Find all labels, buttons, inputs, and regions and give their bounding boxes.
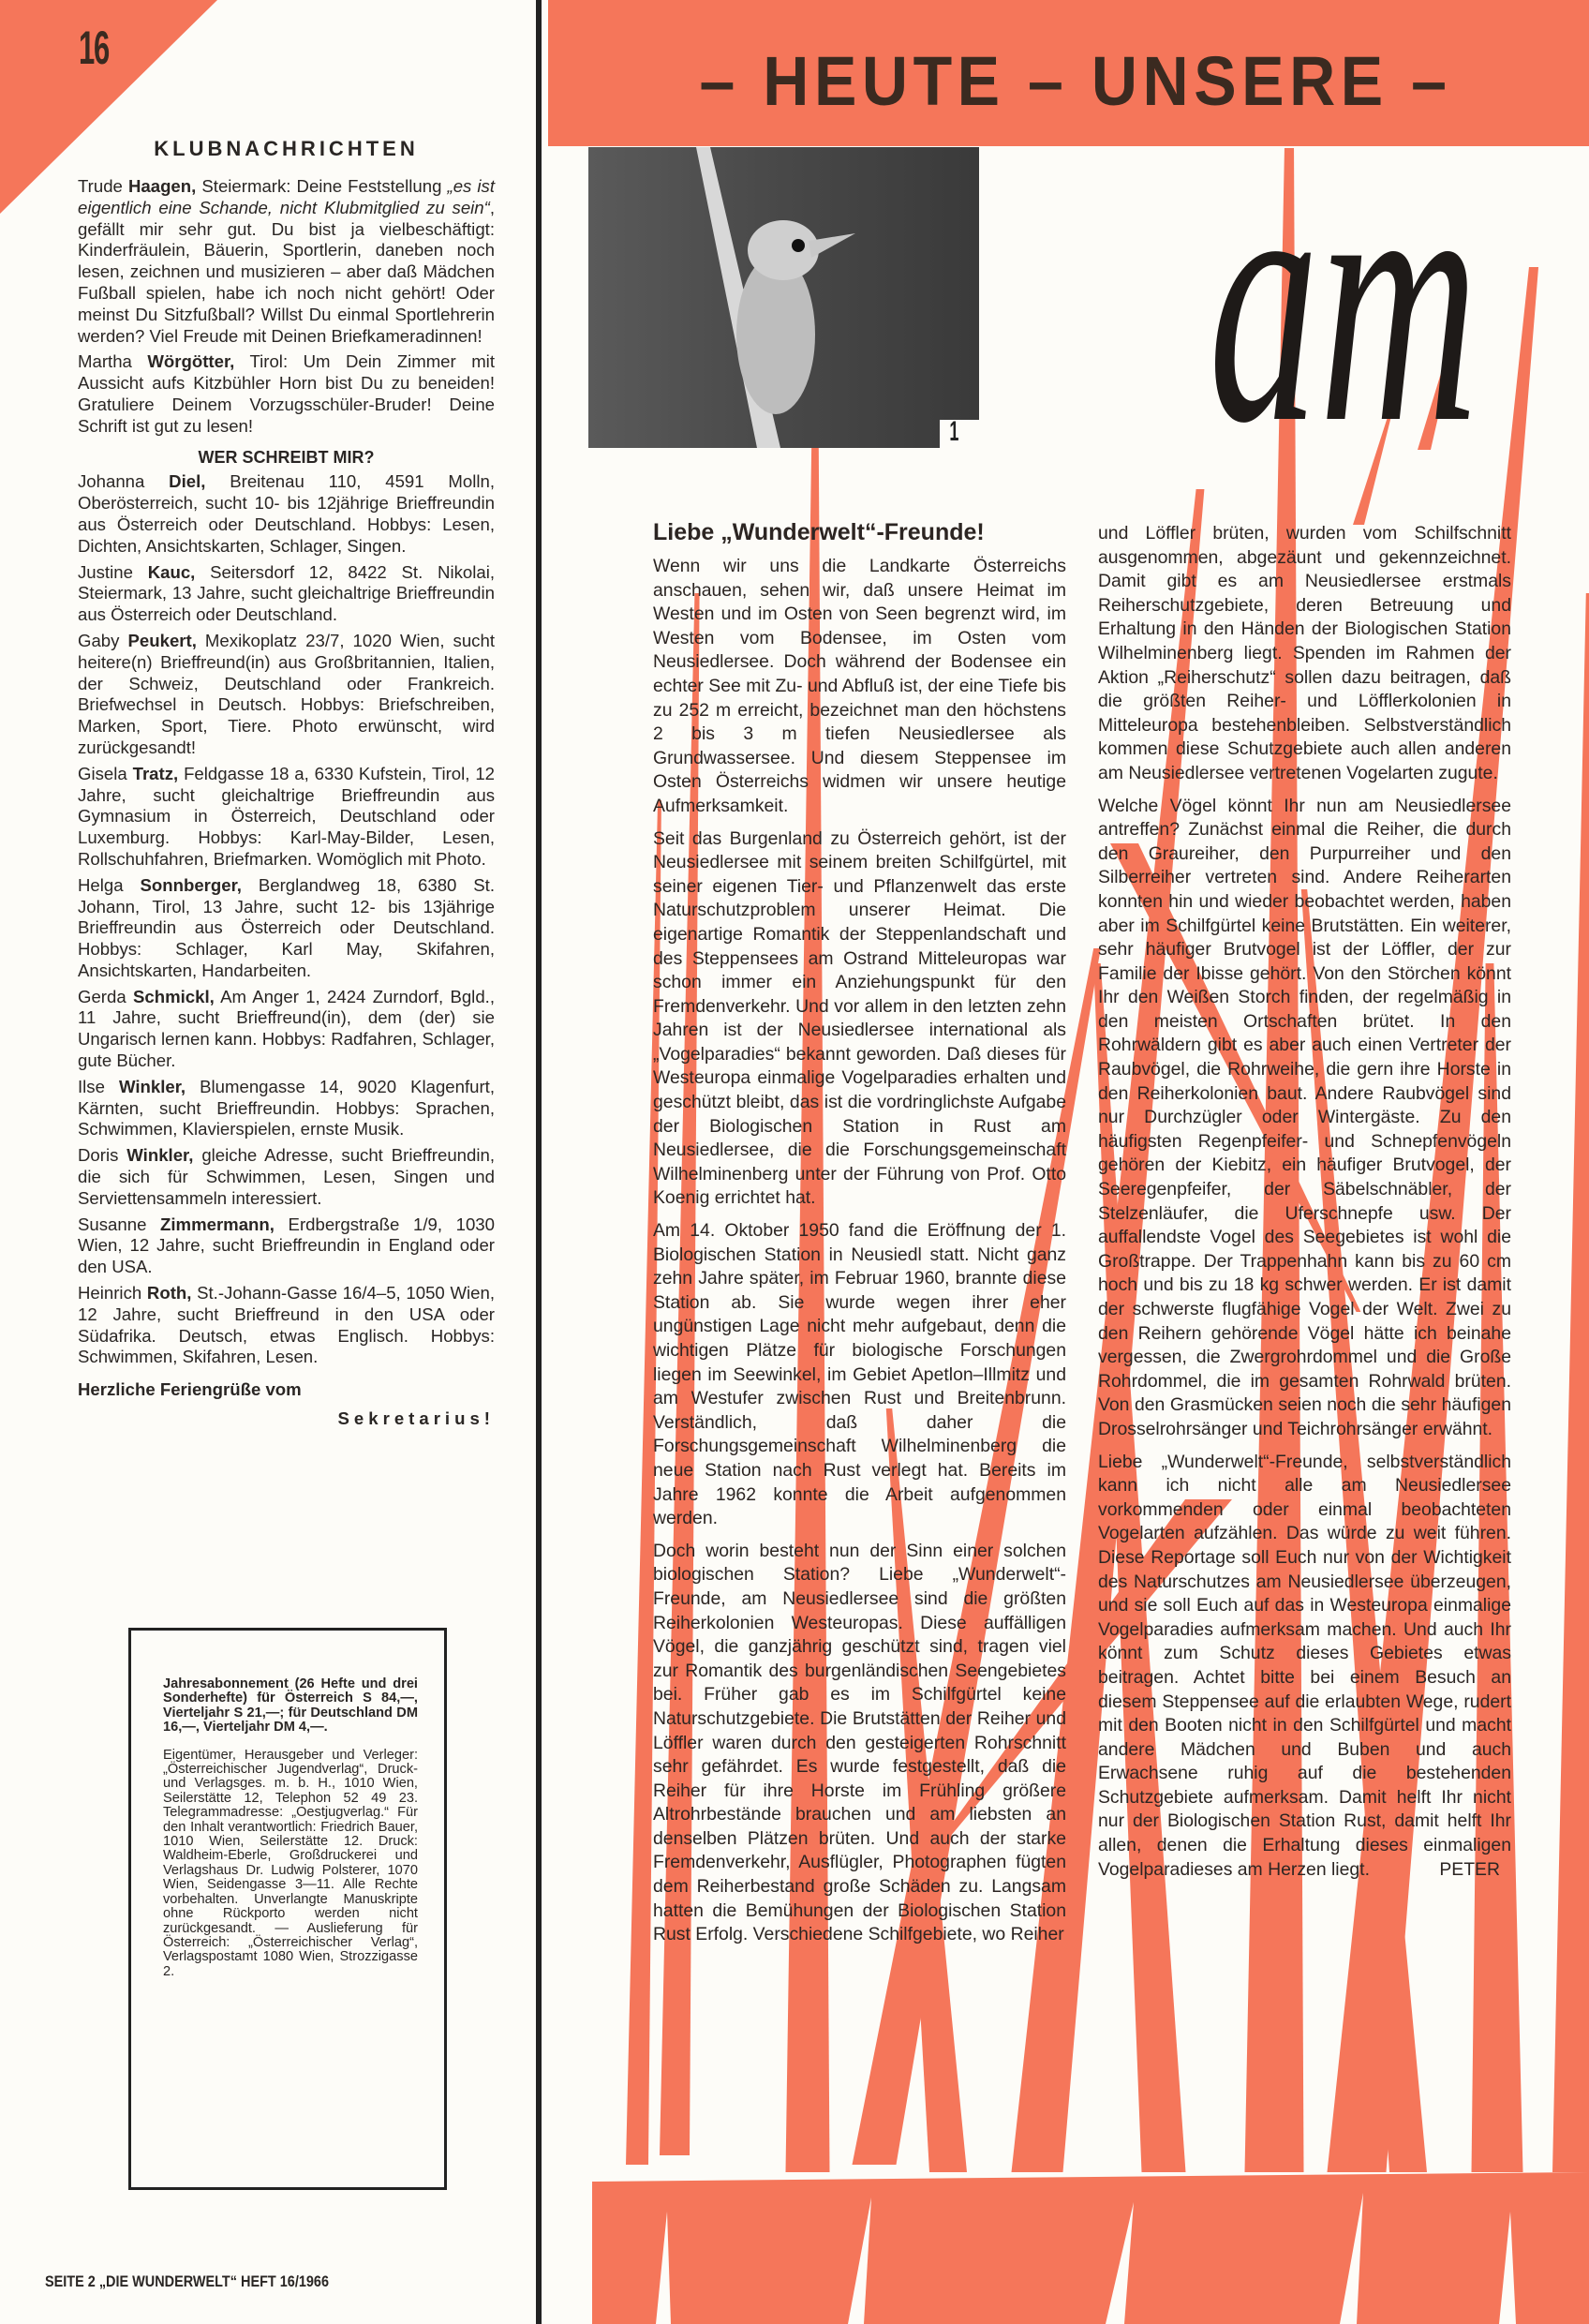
first-name: Helga	[78, 874, 124, 895]
paragraph-text: Am 14. Oktober 1950 fand die Eröffnung der 1. Biologischen Station in Neusiedl statt. Nicht ganz zehn Jahre später, im Februar 1960, brannte diese Station ab. Sie wurde wegen ihrer eher ungünstigen Lage nicht mehr aufgebaut, denn die wichtigen Plätze für biologische Forschungen liegen im Seewinkel, im Gebiet Apetlon–Illmitz und am Westufer zwischen Rust und Breitenbrunn. Verständlich, daß daher die Forschungsgemeinschaft Wilhelminenberg die neue Station nach Rust verlegt hat. Bereits im Jahre 1962 konnte die Arbeit aufgenommen werden.	[653, 1220, 1066, 1529]
last-name: Kauc,	[147, 561, 196, 582]
first-name: Johanna	[78, 471, 145, 492]
article-paragraph	[653, 1219, 1066, 1531]
first-name: Justine	[78, 561, 133, 582]
entry-text: Blumengasse 14, 9020 Klagenfurt, Kärnten, sucht Brieffreundin. Hobbys: Sprachen, Schwimmen, Klavierspielen, ernste Musik.	[78, 1076, 495, 1140]
article-paragraph	[1098, 1451, 1511, 1883]
last-name: Roth,	[146, 1283, 192, 1304]
penpal-entry	[78, 471, 495, 557]
first-name: Gerda	[78, 986, 126, 1006]
entry-text: Feldgasse 18 a, 6330 Kufstein, Tirol, 12 Jahre, sucht gleichaltrige Brieffreundin aus Gymnasium in Österreich, Deutschland oder Luxemburg. Hobbys: Karl-May-Bilder, Lesen, Rollschuhfahren, Briefmarken. Womöglich mit Photo.	[78, 763, 496, 869]
penpal-entry	[78, 1077, 495, 1140]
article-paragraph	[653, 1540, 1066, 1947]
penpal-heading: WER SCHREIBT MIR?	[198, 447, 375, 467]
entry-text: Breitenau 110, 4591 Molln, Oberösterreich, sucht 10- bis 12jährige Brieffreundin aus Österreich oder Deutschland. Hobbys: Lesen, Dichten, Ansichtskarten, Schlager, Singen.	[78, 471, 496, 556]
last-name: Diel,	[169, 471, 206, 492]
penpal-entry	[78, 1283, 495, 1368]
last-name: Winkler,	[118, 1076, 186, 1096]
paragraph-text: Seit das Burgenland zu Österreich gehört, ist der Neusiedlersee mit seinem breiten Schilfgürtel, mit seiner eigenen Tier- und Pflanzenwelt das erste Naturschutzproblem unserer Heimat. Die eigenartige Romantik der Steppenlandschaft und des Steppensees am Ostrand Mitteleuropas war schon immer ein Anziehungspunkt für den Fremdenverkehr. Und vor allem in den letzten zehn Jahren ist der Neusiedlersee international als „Vogelparadies“ bekannt geworden. Daß dieses für Westeuropa einmalige Vogelparadies erhalten und geschützt bleibt, das ist die vordringlichste Aufgabe der Biologischen Station in Rust am Neusiedlersee, die die Forschungsgemeinschaft Wilhelminenberg unter der Führung von Prof. Otto Koenig errichtet hat.	[653, 827, 1066, 1209]
first-name: Doris	[78, 1145, 119, 1166]
penpal-entry	[78, 875, 495, 982]
last-name: Tratz,	[132, 763, 179, 783]
article-column-1	[653, 555, 1066, 1956]
photo-caption: 1	[949, 416, 959, 447]
publisher-info: Eigentümer, Herausgeber und Verleger: „Österreichischer Jugendverlag“, Druck- und Verlagsges. m. b. H., 1010 Wien, Seilerstätte 12, Telephon 52 49 23. Telegrammadresse: „Oestjugverlag.“ Für den Inhalt verantwortlich: Friedrich Bauer, 1010 Wien, Seilerstätte 12. Druck: Waldheim-Eberle, Großdruckerei und Verlagshaus Dr. Ludwig Polsterer, 1070 Wien, Seidengasse 3—11. Alle Rechte vorbehalten. Unverlangte Manuskripte ohne Rückporto werden nicht zurückgesandt. — Auslieferung für Österreich: „Österreichischer Verlag“, Verlagspostamt 1080 Wien, Strozzigasse 2.	[163, 1747, 418, 1979]
first-name: Gaby	[78, 630, 120, 650]
club-news-column	[78, 176, 495, 1435]
page-number: 16	[79, 22, 110, 74]
penpal-entry	[78, 1145, 495, 1209]
last-name: Peukert,	[127, 630, 197, 650]
last-name: Sonnberger,	[140, 874, 242, 895]
penpal-entry	[78, 1214, 495, 1278]
paragraph-text: Welche Vögel könnt Ihr nun am Neusiedlersee antreffen? Zunächst einmal die Reiher, die durch den Graureiher, den Purpurreiher und den Silberreiher vertreten sind. Andere Reiherarten konnten hin und wieder beobachtet werden, haben aber im Schilfgürtel keine Brutstätten. Ein weiterer, sehr häufiger Brutvogel ist der Löffler, der zur Familie der Ibisse gehört. Von den Störchen könnt Ihr den Weißen Storch finden, der regelmäßig in den meisten Ortschaften brütet. In den Rohrwäldern gibt es aber auch einen Vertreter der Raubvögel, die Rohrweihe, die gern ihre Horste in den Reiherkolonien baut. Andere Raubvögel sind nur Durchzügler oder Wintergäste. Zu den häufigsten Regenpfeifer- und Schnepfenvögeln gehören der Kiebitz, ein häufiger Brutvogel, der Seeregenpfeifer, der Säbelschnäbler, der Stelzenläufer, die Uferschnepfe usw. Der auffallendste Vogel des Seegebietes ist wohl die Großtrappe. Der Trappenhahn kann bis zu 60 cm hoch und bis zu 18 kg schwer werden. Er ist damit der schwerste flugfähige Vogel der Welt. Zwei zu den Reihern gehörende Vögel hätte ich beinahe vergessen, die Zwergrohrdommel und die Große Rohrdommel, die im gesamten Rohrwald brüten. Von den Grasmücken seien noch die sehr häufigen Drosselrohrsänger und Teichrohrsänger erwähnt.	[1098, 795, 1511, 1439]
club-news-heading: KLUBNACHRICHTEN	[154, 137, 419, 160]
paragraph-text: Wenn wir uns die Landkarte Österreichs anschauen, sehen wir, daß unsere Heimat im Westen und im Osten von Seen begrenzt wird, im Westen vom Bodensee, im Osten vom Neusiedlersee. Doch während der Bodensee ein echter See mit Zu- und Abfluß ist, der eine Tiefe bis zu 252 m erreicht, bezeichnet man den höchstens 2 bis 3 m tiefen Neusiedlersee als Grundwassersee. Und diesem Steppensee im Osten Österreichs widmen wir unsere heutige Aufmerksamkeit.	[653, 556, 1066, 816]
paragraph-text: Doch worin besteht nun der Sinn einer solchen biologischen Station? Liebe „Wunderwelt“-Freunde, am Neusiedlersee sind die größten Reiherkolonien Westeuropas. Diese auffälligen Vögel, die ganzjährig geschützt sind, tragen viel zur Romantik des burgenländischen Seengebietes bei. Früher gab es im Schilfgürtel keine Naturschutzgebiete. Die Brutstätten der Reiher und Löffler waren durch den gesteigerten Rohrschnitt sehr gefährdet. Es wurde festgestellt, daß die Reiher für ihre Horste im Frühling größere Altrohrbestände brauchen und am liebsten an denselben Plätzen brüten. Und auch der starke Fremdenverkehr, Ausflügler, Photographen fügten dem Reiherbestand große Schäden zu. Langsam hatten die Bemühungen der Biologischen Station Rust Erfolg. Verschiedene Schilfgebiete, wo Reiher	[653, 1540, 1066, 1945]
reed-stroke	[1552, 593, 1589, 2172]
last-name: Haagen,	[127, 176, 197, 196]
club-signature: Sekretarius!	[337, 1408, 495, 1429]
penpal-entry	[78, 764, 495, 871]
penpal-entry	[78, 987, 495, 1072]
column-divider	[536, 0, 542, 2324]
author-signature: PETER	[1439, 1858, 1500, 1880]
paragraph-text: Liebe „Wunderwelt“-Freunde, selbstverständlich kann ich nicht alle am Neusiedlersee vorkommenden oder einmal beobachteten Vogelarten aufzählen. Das würde zu weit führen. Diese Reportage soll Euch nur von der Wichtigkeit des Naturschutzes am Neusiedlersee überzeugen, und sie soll Euch auf das in Westeuropa einmalige Vogelparadies aufmerksam machen. Und auch Ihr könnt zum Schutz dieses Gebietes etwas beitragen. Achtet bitte bei einem Besuch an diesem Steppensee auf die erlaubten Wege, rudert mit den Booten nicht in den Schilfgürtel und macht andere Mädchen und Buben und auch Erwachsene ruhig auf die bestehenden Schutzgebiete aufmerksam. Damit helft Ihr nicht nur der Biologischen Station Rust, damit helft Ihr allen, denen die Erhaltung dieses einmaligen Vogelparadieses am Herzen liegt.	[1098, 1451, 1511, 1880]
last-name: Zimmermann,	[160, 1214, 275, 1234]
article-heading: Liebe „Wunderwelt“-Freunde!	[653, 519, 985, 545]
header-title: – HEUTE – UNSERE –	[699, 42, 1452, 120]
article-paragraph	[653, 827, 1066, 1212]
reply-text: Steiermark: Deine Feststellung	[196, 176, 448, 196]
article-paragraph	[653, 555, 1066, 819]
bottom-reed-block	[592, 2172, 1589, 2324]
entry-text: Seitersdorf 12, 8422 St. Nikolai, Steiermark, 13 Jahre, sucht gleichaltrige Brieffreundin aus Österreich oder Deutschland.	[78, 561, 496, 625]
page-footer: SEITE 2 „DIE WUNDERWELT“ HEFT 16/1966	[45, 2272, 329, 2290]
first-name: Susanne	[78, 1214, 147, 1234]
paragraph-text: und Löffler brüten, wurden vom Schilfschnitt ausgenommen, abgezäunt und gekennzeichnet. Damit gibt es am Neusiedlersee erstmals Reiherschutzgebiete, deren Betreuung und Erhaltung in den Händen der Biologischen Station Wilhelminenberg liegt. Spenden im Rahmen der Aktion „Reiherschutz“ sollen dazu beitragen, daß die größten Reiher- und Löfflerkolonien in Mitteleuropa bestehenbleiben. Selbstverständlich kommen diese Schutzgebiete auch allen anderen am Neusiedlersee vertretenen Vogelarten zugute.	[1098, 523, 1511, 783]
article-paragraph	[1098, 795, 1511, 1442]
entry-text: Mexikoplatz 23/7, 1020 Wien, sucht heitere(n) Brieffreund(in) aus Großbritannien, Italien, der Schweiz, Deutschland oder Frankreich. Briefwechsel in Deutsch. Hobbys: Briefschreiben, Marken, Sport, Tiere. Photo erwünscht, wird zurückgesandt!	[78, 630, 495, 757]
last-name: Winkler,	[126, 1145, 194, 1166]
article-paragraph	[1098, 522, 1511, 786]
entry-text: St.-Johann-Gasse 16/4–5, 1050 Wien, 12 Jahre, sucht Brieffreund in den USA oder Südafrika. Deutsch, etwas Englisch. Hobbys: Schwimmen, Skifahren, Lesen.	[78, 1283, 495, 1367]
letter-reply	[78, 351, 495, 437]
first-name: Trude	[78, 176, 123, 196]
entry-text: Berglandweg 18, 6380 St. Johann, Tirol, 13 Jahre, sucht 12- bis 13jährige Brieffreundin aus Österreich oder Deutschland. Hobbys: Schlager, Karl May, Skifahren, Ansichtskarten, Handarbeiten.	[78, 874, 495, 980]
reply-text: Tirol: Um Dein Zimmer mit Aussicht aufs Kitzbühler Horn bist Du zu beneiden! Gratuliere Deinem Vorzugsschüler-Bruder! Deine Schrift ist gut zu lesen!	[78, 351, 495, 436]
last-name: Schmickl,	[133, 986, 215, 1006]
penpal-entry	[78, 631, 495, 759]
first-name: Heinrich	[78, 1283, 142, 1304]
entry-text: Am Anger 1, 2424 Zurndorf, Bgld., 11 Jahre, sucht Brieffreund(in), dem (der) sie Ungarisch lernen kann. Hobbys: Radfahren, Schlager, gute Bücher.	[78, 986, 495, 1071]
penpal-entry	[78, 562, 495, 626]
first-name: Gisela	[78, 763, 127, 783]
article-column-2	[1098, 522, 1511, 1890]
first-name: Martha	[78, 351, 132, 372]
penpal-list	[78, 471, 495, 1368]
subscription-info: Jahresabonnement (26 Hefte und drei Sonderhefte) für Österreich S 84,—, Vierteljahr S 21,—; für Deutschland DM 16,—, Vierteljahr DM 4,—.	[163, 1676, 418, 1736]
first-name: Ilse	[78, 1076, 105, 1096]
closing-greeting: Herzliche Feriengrüße vom	[78, 1379, 302, 1400]
quote: „es ist eigentlich eine Schande, nicht Klubmitglied zu sein“	[78, 176, 495, 217]
letter-reply	[78, 176, 495, 347]
last-name: Wörgötter,	[147, 351, 235, 372]
decorative-word: am	[1209, 102, 1478, 497]
reply-text: , gefällt mir sehr gut. Du bist ja vielbeschäftigt: Kinderfräulein, Bäuerin, Sportlerin, daneben noch lesen, zeichnen und musizieren – aber daß Mädchen Fußball spielen, habe ich noch nicht gehört! Oder meinst Du Sitzfußball? Willst Du einmal Sportlehrerin werden? Viel Freude mit Deinen Briefkameradinnen!	[78, 197, 495, 346]
entry-text: gleiche Adresse, sucht Brieffreundin, die sich für Schwimmen, Lesen, Singen und Serviettensammeln interessiert.	[78, 1145, 495, 1208]
imprint-box	[128, 1628, 447, 2190]
bird-photo	[588, 147, 979, 448]
entry-text: Erdbergstraße 1/9, 1030 Wien, 12 Jahre, sucht Brieffreundin in England oder den USA.	[78, 1214, 495, 1277]
